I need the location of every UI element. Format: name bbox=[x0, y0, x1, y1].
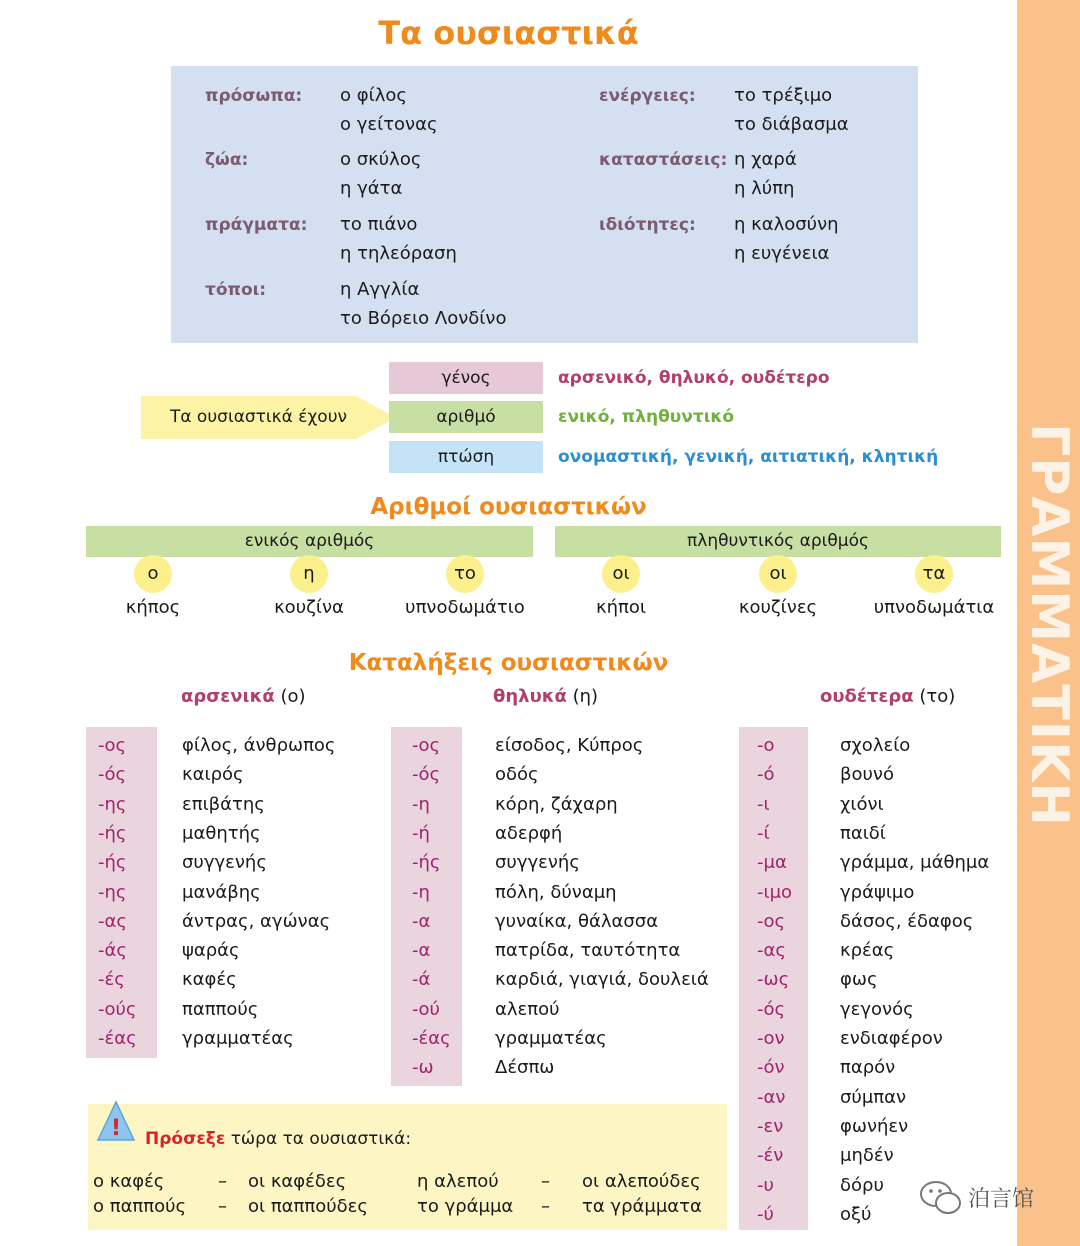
dash: – bbox=[541, 1196, 550, 1217]
ending-example: κόρη, ζάχαρη bbox=[495, 793, 618, 815]
feature-values: ονομαστική, γενική, αιτιατική, κλητική bbox=[558, 447, 939, 467]
category-label: πράγματα: bbox=[205, 215, 308, 235]
ending-suffix: -ι bbox=[757, 793, 770, 815]
ending-suffix: -μα bbox=[757, 852, 787, 874]
ending-example: παρόν bbox=[840, 1057, 896, 1079]
category-example: η καλοσύνη bbox=[734, 214, 839, 235]
noun-example: υπνοδωμάτιο bbox=[405, 597, 525, 618]
ending-example: συγγενής bbox=[495, 852, 580, 874]
ending-suffix: -αν bbox=[757, 1086, 786, 1108]
category-example: το Βόρειο Λονδίνο bbox=[340, 308, 507, 329]
ending-example: είσοδος, Κύπρος bbox=[495, 735, 644, 756]
ending-example: γράμμα, μάθημα bbox=[840, 852, 990, 874]
ending-suffix: -ος bbox=[98, 735, 127, 756]
ending-example: παππούς bbox=[182, 998, 259, 1020]
category-example: ο φίλος bbox=[340, 85, 407, 106]
singular-bar: ενικός αριθμός bbox=[86, 526, 533, 557]
ending-suffix: -α bbox=[412, 910, 431, 932]
endings-title: Καταλήξεις ουσιαστικών bbox=[348, 650, 669, 676]
noun-example: κουζίνα bbox=[274, 597, 344, 618]
ending-example: μανάβης bbox=[182, 881, 261, 903]
ending-example: πόλη, δύναμη bbox=[495, 881, 617, 903]
noun-example: κήπος bbox=[125, 597, 181, 618]
ending-example: δόρυ bbox=[840, 1174, 884, 1196]
ending-example: χιόνι bbox=[840, 793, 884, 815]
ending-suffix: -ης bbox=[98, 881, 127, 903]
category-example: η χαρά bbox=[734, 149, 797, 170]
ending-suffix: -ας bbox=[98, 910, 127, 932]
ending-example: σχολείο bbox=[840, 735, 911, 756]
category-label: πρόσωπα: bbox=[205, 86, 303, 106]
ending-suffix: -ος bbox=[757, 910, 786, 932]
ending-suffix: -ω bbox=[412, 1057, 434, 1079]
singular-form: η αλεπού bbox=[417, 1171, 499, 1192]
ending-suffix: -ός bbox=[98, 764, 127, 786]
ending-suffix: -ής bbox=[98, 852, 127, 874]
ending-suffix: -έας bbox=[98, 1028, 137, 1049]
ending-suffix: -ο bbox=[757, 735, 775, 756]
wechat-icon bbox=[918, 1178, 964, 1218]
numbers-title: Αριθμοί ουσιαστικών bbox=[370, 494, 647, 520]
feature-name: γένος bbox=[389, 362, 543, 394]
neuter-header: ουδέτερα (το) bbox=[820, 686, 956, 707]
ending-example: παιδί bbox=[840, 822, 886, 844]
ending-suffix: -ης bbox=[98, 793, 127, 815]
noun-example: κουζίνες bbox=[738, 597, 818, 618]
ending-example: οξύ bbox=[840, 1203, 872, 1225]
features-lead: Τα ουσιαστικά έχουν bbox=[169, 407, 348, 427]
notice-title: Πρόσεξε τώρα τα ουσιαστικά: bbox=[145, 1129, 412, 1149]
singular-form: ο παππούς bbox=[93, 1196, 187, 1217]
article-circle: οι bbox=[602, 555, 640, 593]
feature-name: αριθμό bbox=[389, 401, 543, 433]
ending-suffix: -ές bbox=[98, 969, 125, 991]
ending-example: φωνήεν bbox=[840, 1115, 909, 1137]
plural-form: οι καφέδες bbox=[248, 1171, 347, 1192]
ending-example: αδερφή bbox=[495, 822, 563, 844]
ending-example: αλεπού bbox=[495, 998, 560, 1020]
category-label: τόποι: bbox=[205, 280, 267, 300]
svg-text:!: ! bbox=[110, 1116, 122, 1141]
ending-example: σύμπαν bbox=[840, 1086, 907, 1108]
category-example: το τρέξιμο bbox=[734, 85, 833, 106]
ending-example: άντρας, αγώνας bbox=[182, 910, 331, 932]
ending-example: ενδιαφέρον bbox=[840, 1028, 943, 1049]
plural-bar: πληθυντικός αριθμός bbox=[555, 526, 1001, 557]
plural-form: οι αλεπούδες bbox=[582, 1171, 701, 1192]
ending-suffix: -εν bbox=[757, 1115, 784, 1137]
ending-example: γράψιμο bbox=[840, 881, 915, 903]
feature-values: αρσενικό, θηλυκό, ουδέτερο bbox=[558, 368, 830, 388]
category-label: ενέργειες: bbox=[599, 86, 696, 106]
category-example: ο σκύλος bbox=[340, 149, 422, 170]
ending-suffix: -ας bbox=[757, 940, 786, 962]
plural-form: τα γράμματα bbox=[582, 1196, 702, 1217]
ending-suffix: -ά bbox=[412, 969, 431, 991]
category-example: το πιάνο bbox=[340, 214, 418, 235]
ending-example: οδός bbox=[495, 764, 539, 786]
category-label: καταστάσεις: bbox=[599, 150, 728, 170]
ending-example: ψαράς bbox=[182, 940, 240, 962]
ending-example: κρέας bbox=[840, 940, 895, 962]
category-label: ιδιότητες: bbox=[599, 215, 696, 235]
page-title: Τα ουσιαστικά bbox=[378, 14, 639, 52]
noun-example: κήποι bbox=[596, 597, 646, 618]
singular-form: ο καφές bbox=[93, 1171, 165, 1192]
warning-icon bbox=[96, 1100, 136, 1144]
category-example: το διάβασμα bbox=[734, 114, 849, 135]
ending-suffix: -ως bbox=[757, 969, 790, 991]
ending-example: καιρός bbox=[182, 764, 244, 786]
ending-suffix: -ί bbox=[757, 822, 770, 844]
ending-suffix: -ιμο bbox=[757, 881, 793, 903]
ending-suffix: -έας bbox=[412, 1028, 451, 1049]
article-circle: το bbox=[446, 555, 484, 593]
ending-suffix: -η bbox=[412, 881, 430, 903]
masculine-header: αρσενικά (ο) bbox=[181, 686, 306, 707]
category-example: η λύπη bbox=[734, 178, 795, 199]
ending-example: δάσος, έδαφος bbox=[840, 910, 974, 932]
ending-example: φίλος, άνθρωπος bbox=[182, 735, 336, 756]
ending-suffix: -όν bbox=[757, 1057, 785, 1079]
ending-suffix: -ής bbox=[412, 852, 441, 874]
article-circle: οι bbox=[759, 555, 797, 593]
article-circle: ο bbox=[134, 555, 172, 593]
category-label: ζώα: bbox=[205, 150, 249, 170]
dash: – bbox=[541, 1171, 550, 1192]
ending-example: μηδέν bbox=[840, 1145, 894, 1167]
ending-example: καρδιά, γιαγιά, δουλειά bbox=[495, 969, 709, 991]
ending-suffix: -ό bbox=[757, 764, 775, 786]
ending-example: φως bbox=[840, 969, 878, 991]
ending-example: βουνό bbox=[840, 764, 894, 786]
ending-example: καφές bbox=[182, 969, 237, 991]
ending-suffix: -ός bbox=[757, 998, 786, 1020]
feature-values: ενικό, πληθυντικό bbox=[558, 407, 735, 427]
category-example: η ευγένεια bbox=[734, 243, 830, 264]
dash: – bbox=[218, 1196, 227, 1217]
ending-suffix: -ον bbox=[757, 1028, 785, 1049]
watermark-text: 泊言馆 bbox=[968, 1187, 1035, 1212]
ending-suffix: -ός bbox=[412, 764, 441, 786]
ending-suffix: -ύ bbox=[757, 1203, 774, 1225]
ending-suffix: -ής bbox=[98, 822, 127, 844]
ending-example: μαθητής bbox=[182, 822, 261, 844]
ending-example: επιβάτης bbox=[182, 793, 265, 815]
category-example: η γάτα bbox=[340, 178, 403, 199]
ending-suffix: -ού bbox=[412, 998, 440, 1020]
ending-suffix: -ος bbox=[412, 735, 441, 756]
category-example: η τηλεόραση bbox=[340, 243, 457, 264]
feature-name: πτώση bbox=[389, 441, 543, 473]
ending-suffix: -α bbox=[412, 940, 431, 962]
ending-suffix: -άς bbox=[98, 940, 127, 962]
article-circle: η bbox=[290, 555, 328, 593]
singular-form: το γράμμα bbox=[417, 1196, 514, 1217]
ending-example: Δέσπω bbox=[495, 1057, 555, 1079]
ending-suffix: -η bbox=[412, 793, 430, 815]
ending-example: γυναίκα, θάλασσα bbox=[495, 910, 659, 932]
dash: – bbox=[218, 1171, 227, 1192]
category-example: η Αγγλία bbox=[340, 279, 420, 300]
ending-suffix: -ή bbox=[412, 822, 430, 844]
noun-example: υπνοδωμάτια bbox=[873, 597, 995, 618]
ending-suffix: -υ bbox=[757, 1174, 774, 1196]
feminine-header: θηλυκά (η) bbox=[493, 686, 599, 707]
side-title: ΓΡΑΜΜΑΤΙΚΗ bbox=[1018, 423, 1079, 827]
plural-form: οι παππούδες bbox=[248, 1196, 368, 1217]
category-example: ο γείτονας bbox=[340, 114, 438, 135]
ending-example: γεγονός bbox=[840, 998, 914, 1020]
ending-example: γραμματέας bbox=[495, 1028, 607, 1049]
ending-example: πατρίδα, ταυτότητα bbox=[495, 940, 681, 962]
ending-suffix: -έν bbox=[757, 1145, 784, 1167]
article-circle: τα bbox=[915, 555, 953, 593]
ending-example: γραμματέας bbox=[182, 1028, 294, 1049]
ending-example: συγγενής bbox=[182, 852, 267, 874]
ending-suffix: -ούς bbox=[98, 998, 137, 1020]
